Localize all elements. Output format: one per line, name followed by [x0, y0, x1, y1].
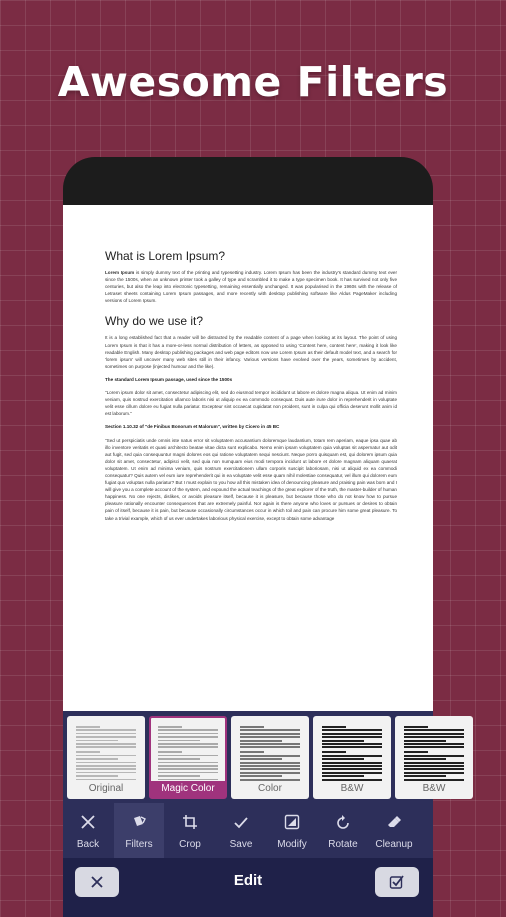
thumbnail-text-line — [76, 755, 136, 757]
filters-icon — [131, 814, 147, 830]
page-title: Edit — [233, 872, 263, 889]
thumbnail-text-line — [158, 762, 218, 764]
doc-paragraph-4: "Sed ut perspiciatis unde omnis iste natus error sit voluptatem accusantium doloremque laudantium, totam rem aperiam, eaque ipsa quae ab illo inventore veritatis et quasi architecto beatae vitae dicta sunt explicabo. Nemo enim ipsam voluptatem quia voluptas sit aspernatur aut odit aut fugit, sed quia consequuntur magni dolores eos qui ratione voluptatem sequi nesciunt. Neque porro quisquam est, qui dolorem ipsum quia dolor sit amet, consectetur, adipisci velit, sed quia non numquam eius modi tempora incidunt ut labore et dolore magnam aliquam quaerat voluptatem. Ut enim ad minima veniam, quis nostrum exercitationem ullam corporis suscipit laboriosam, nisi ut aliquid ex ea commodi consequatur? Quis autem vel eum iure reprehenderit qui in ea voluptate velit esse quam nihil molestiae consequatur, vel illum qui dolorem eum fugiat quo voluptas nulla pariatur? But I must explain to you how all this mistaken idea of denouncing pleasure and praising pain was born and I will give you a complete account of the system, and expound the actual teachings of the great explorer of the truth, the master-builder of human happiness. No one rejects, dislikes, or avoids pleasure itself, because it is pleasure, but because those who do not know how to pursue pleasure rationally encounter consequences that are extremely painful. Nor again is there anyone who loves or pursues or desires to obtain pain of itself, because it is pain, but because occasionally circumstances occur in which toil and pain can procure him some great pleasure. To take a trivial example, which of us ever undertakes laborious physical exercise, except to obtain some advantage — [105, 437, 397, 521]
rotate-icon — [335, 814, 351, 830]
document-preview — [63, 205, 433, 711]
doc-paragraph-1-lead: Lorem Ipsum — [105, 270, 135, 275]
thumbnail-text-line — [76, 733, 136, 735]
thumbnail-text-line — [322, 768, 382, 770]
thumbnail-text-line — [158, 775, 200, 777]
tool-modify[interactable] — [267, 803, 317, 858]
doc-heading-1: What is Lorem Ipsum? — [105, 249, 226, 263]
thumbnail-text-line — [158, 755, 218, 757]
edit-toolbar — [63, 803, 433, 858]
tool-label: Back — [76, 839, 100, 850]
tool-label: Crop — [179, 839, 201, 850]
tool-label: Filters — [125, 839, 153, 850]
filter-thumbnail — [322, 724, 382, 782]
filter-label: Original — [88, 783, 124, 794]
thumbnail-text-line — [158, 768, 218, 770]
thumbnail-text-line — [322, 733, 382, 735]
thumbnail-text-line — [322, 775, 364, 777]
thumbnail-text-line — [240, 765, 300, 767]
thumbnail-text-line — [404, 768, 464, 770]
thumbnail-text-line — [240, 740, 282, 742]
doc-heading-2: Why do we use it? — [105, 314, 204, 329]
thumbnail-text-line — [322, 743, 382, 745]
thumbnail-text-line — [404, 762, 464, 764]
thumbnail-text-line — [322, 762, 382, 764]
document-content — [105, 249, 397, 528]
tool-cleanup[interactable] — [369, 803, 419, 858]
thumbnail-text-line — [76, 736, 136, 738]
tool-rotate[interactable] — [318, 803, 368, 858]
thumbnail-text-line — [158, 758, 200, 760]
filter-color[interactable] — [231, 716, 309, 799]
check-icon — [233, 814, 249, 830]
thumbnail-text-line — [76, 740, 118, 742]
filter-bw[interactable] — [313, 716, 391, 799]
filter-thumbnail — [240, 724, 300, 782]
thumbnail-text-line — [158, 736, 218, 738]
thumbnail-text-line — [240, 736, 300, 738]
thumbnail-text-line — [240, 743, 300, 745]
thumbnail-text-line — [240, 755, 300, 757]
thumbnail-text-line — [322, 765, 382, 767]
thumbnail-text-line — [240, 733, 300, 735]
confirm-button[interactable] — [375, 867, 419, 897]
thumbnail-text-line — [404, 743, 464, 745]
thumbnail-text-line — [76, 775, 118, 777]
phone-frame — [63, 157, 446, 917]
thumbnail-text-line — [404, 751, 428, 753]
thumbnail-text-line — [322, 729, 382, 731]
doc-paragraph-3: "Lorem ipsum dolor sit amet, consectetur adipiscing elit, sed do eiusmod tempor incididunt ut labore et dolore magna aliqua. Ut enim ad minim veniam, quis nostrud exercitation ullamco laboris nisi ut aliquip ex ea commodo consequat. Duis aute irure dolor in reprehenderit in voluptate velit esse cillum dolore eu fugiat nulla pariatur. Excepteur sint occaecat cupidatat non proident, sunt in culpa qui officia deserunt mollit anim id est laborum." — [105, 390, 397, 417]
thumbnail-text-line — [404, 726, 428, 728]
thumbnail-text-line — [76, 762, 136, 764]
thumbnail-text-line — [76, 726, 100, 728]
filter-magic-color[interactable] — [149, 716, 227, 799]
thumbnail-text-line — [76, 758, 118, 760]
thumbnail-text-line — [240, 762, 300, 764]
filter-strip[interactable] — [63, 711, 446, 803]
thumbnail-text-line — [158, 729, 218, 731]
thumbnail-text-line — [240, 746, 300, 748]
doc-bold-1: The standard Lorem Ipsum passage, used since the 1500s — [105, 376, 233, 382]
thumbnail-text-line — [322, 746, 382, 748]
thumbnail-text-line — [158, 733, 218, 735]
tool-label: Save — [229, 839, 253, 850]
thumbnail-text-line — [240, 758, 282, 760]
thumbnail-text-line — [322, 726, 346, 728]
filter-label: Color — [258, 783, 282, 794]
tool-back[interactable] — [63, 803, 113, 858]
thumbnail-text-line — [76, 779, 136, 781]
thumbnail-text-line — [404, 775, 446, 777]
thumbnail-text-line — [404, 729, 464, 731]
thumbnail-text-line — [404, 733, 464, 735]
thumbnail-text-line — [404, 746, 464, 748]
close-icon — [80, 814, 96, 830]
thumbnail-text-line — [404, 758, 446, 760]
thumbnail-text-line — [322, 736, 382, 738]
thumbnail-text-line — [240, 729, 300, 731]
thumbnail-text-line — [322, 740, 364, 742]
headline: Awesome Filters — [57, 58, 449, 106]
filter-bw-2[interactable] — [395, 716, 473, 799]
thumbnail-text-line — [240, 768, 300, 770]
doc-paragraph-1-body: is simply dummy text of the printing and typesetting industry. Lorem Ipsum has been the industry's standard dummy text ever since the 1500s, when an unknown printer took a galley of type and scrambled it to make a type specimen book. It has survived not only five centuries, but also the leap into electronic typesetting, remaining essentially unchanged. It was popularised in the 1960s with the release of Letraset sheets containing Lorem Ipsum passages, and more recently with desktop publishing software like Aldus PageMaker including versions of Lorem Ipsum. — [105, 270, 398, 304]
doc-bold-2: Section 1.10.32 of "de Finibus Bonorum et Malorum", written by Cicero in 45 BC — [105, 424, 280, 430]
thumbnail-text-line — [240, 751, 264, 753]
tool-label: Rotate — [328, 839, 358, 850]
tool-filters[interactable] — [114, 803, 164, 858]
thumbnail-text-line — [76, 751, 100, 753]
tool-crop[interactable] — [165, 803, 215, 858]
thumbnail-text-line — [404, 765, 464, 767]
thumbnail-text-line — [76, 768, 136, 770]
thumbnail-text-line — [76, 746, 136, 748]
thumbnail-text-line — [158, 751, 182, 753]
tool-label: Cleanup — [375, 839, 413, 850]
checkbox-icon — [389, 874, 405, 890]
thumbnail-text-line — [158, 740, 200, 742]
thumbnail-text-line — [158, 746, 218, 748]
filter-label: B&W — [340, 783, 364, 794]
filter-original[interactable] — [67, 716, 145, 799]
filter-label: Magic Color — [151, 781, 225, 797]
doc-paragraph-1 — [105, 269, 397, 304]
modify-icon — [284, 814, 300, 830]
thumbnail-text-line — [76, 765, 136, 767]
eraser-icon — [386, 814, 402, 830]
crop-icon — [182, 814, 198, 830]
thumbnail-text-line — [158, 772, 218, 774]
filter-thumbnail — [76, 724, 136, 782]
thumbnail-text-line — [158, 743, 218, 745]
thumbnail-text-line — [240, 775, 282, 777]
thumbnail-text-line — [240, 726, 264, 728]
thumbnail-text-line — [404, 740, 446, 742]
tool-label: Modify — [277, 839, 307, 850]
thumbnail-text-line — [404, 736, 464, 738]
bottom-action-bar — [63, 858, 433, 917]
thumbnail-text-line — [322, 755, 382, 757]
thumbnail-text-line — [158, 779, 218, 781]
filter-thumbnail — [404, 724, 464, 782]
filter-label: B&W — [422, 783, 446, 794]
thumbnail-text-line — [322, 758, 364, 760]
doc-paragraph-2: It is a long established fact that a reader will be distracted by the readable content of a page when looking at its layout. The point of using Lorem Ipsum is that it has a more-or-less normal distribution of letters, as opposed to using 'Content here, content here', making it look like readable English. Many desktop publishing packages and web page editors now use Lorem Ipsum as their default model text, and a search for 'lorem ipsum' will uncover many web sites still in their infancy. Various versions have evolved over the years, sometimes by accident, sometimes on purpose (injected humour and the like). — [105, 335, 397, 369]
filter-thumbnail — [158, 724, 218, 782]
thumbnail-text-line — [322, 751, 346, 753]
thumbnail-text-line — [240, 772, 300, 774]
thumbnail-text-line — [158, 726, 182, 728]
tool-save[interactable] — [216, 803, 266, 858]
thumbnail-text-line — [76, 743, 136, 745]
thumbnail-text-line — [404, 772, 464, 774]
thumbnail-text-line — [158, 765, 218, 767]
thumbnail-text-line — [76, 772, 136, 774]
thumbnail-text-line — [404, 755, 464, 757]
thumbnail-text-line — [322, 772, 382, 774]
thumbnail-text-line — [76, 729, 136, 731]
